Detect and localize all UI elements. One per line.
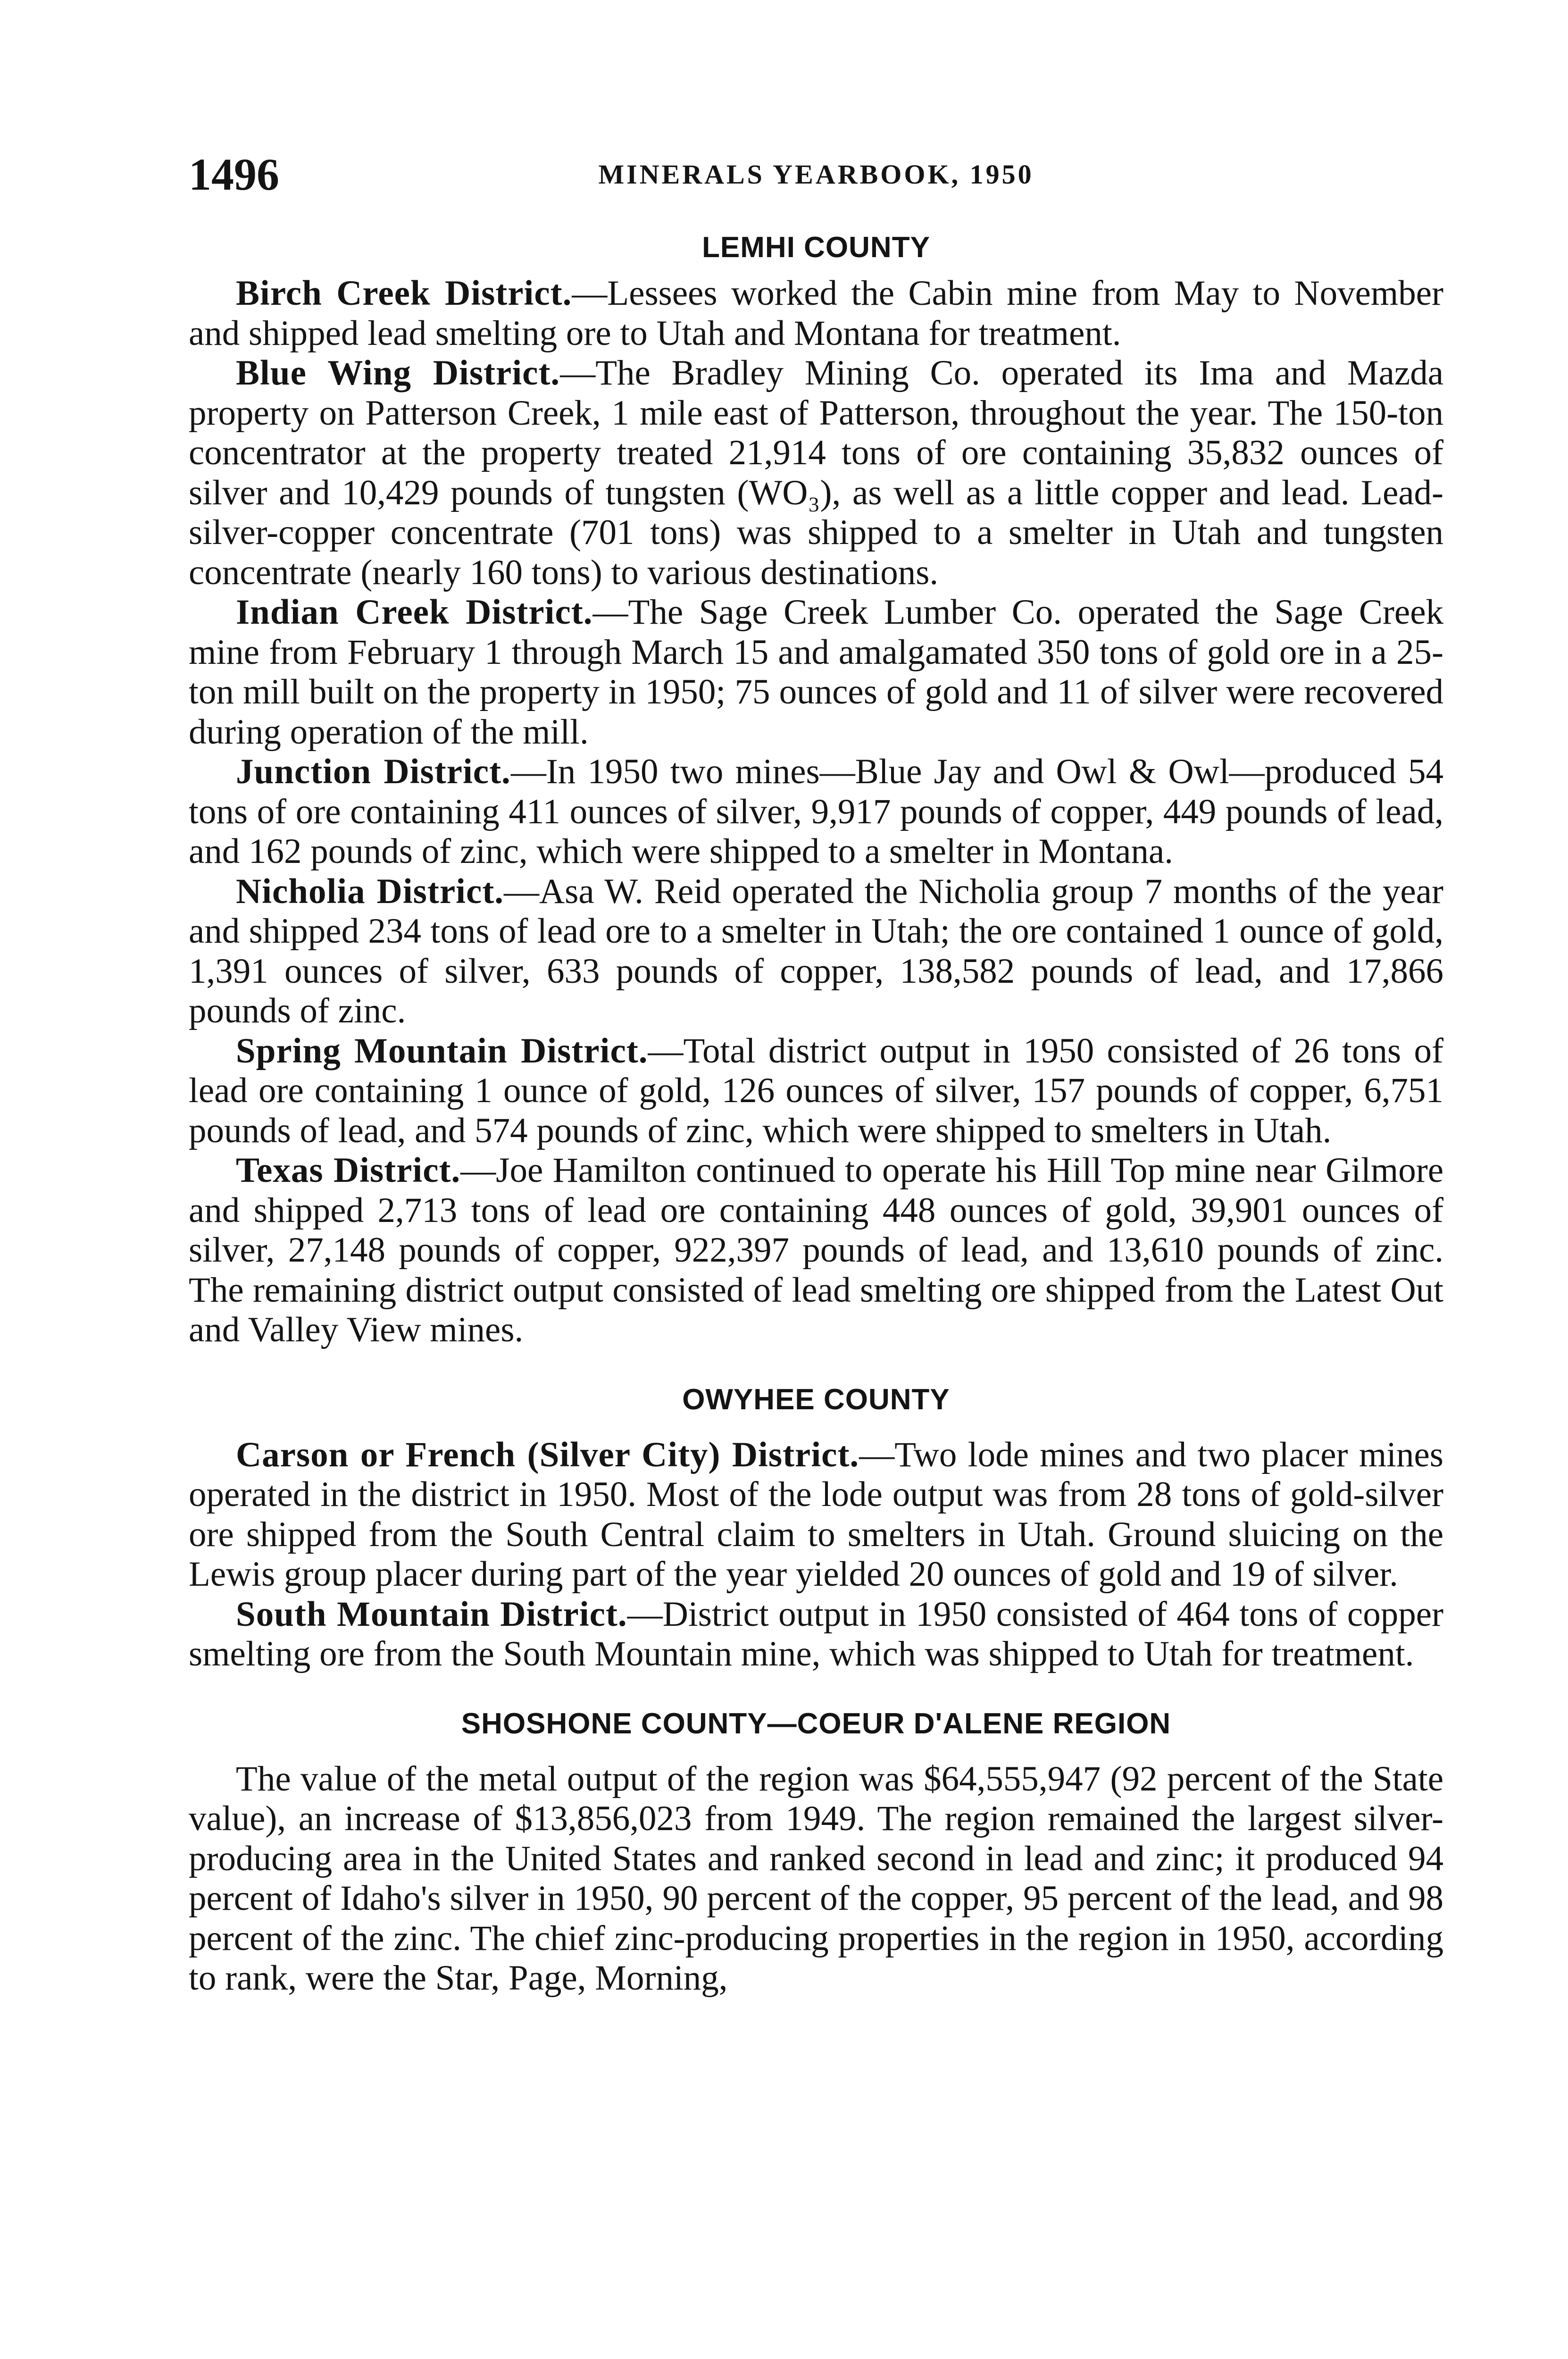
district-name: Indian Creek District. bbox=[236, 593, 593, 632]
paragraph-spring-mountain bbox=[189, 1031, 1443, 1151]
district-name: Birch Creek District. bbox=[236, 274, 572, 313]
paragraph-text: —Lessees worked the Cabin mine from May to November and shipped lead smelting ore to Utah and Montana for treatment. bbox=[189, 274, 1443, 353]
paragraph-text: —Two lode mines and two placer mines operated in the district in 1950. Most of the lode output was from 28 tons of gold-silver ore shipped from the South Central claim to smelters in Utah. Ground sluicing on the Lewis group placer during part of the year yielded 20 ounces of gold and 19 of silver. bbox=[189, 1435, 1443, 1594]
paragraph-text: —In 1950 two mines—Blue Jay and Owl & Owl—produced 54 tons of ore containing 411 ounces of silver, 9,917 pounds of copper, 449 pounds of lead, and 162 pounds of zinc, which were shipped to a smelter in Montana. bbox=[189, 752, 1443, 871]
page-number: 1496 bbox=[189, 149, 279, 200]
district-name: Junction District. bbox=[236, 752, 511, 791]
paragraph-text: —Asa W. Reid operated the Nicholia group 7 months of the year and shipped 234 tons of lead ore to a smelter in Utah; the ore contained 1 ounce of gold, 1,391 ounces of silver, 633 pounds of copper, 138,582 pounds of lead, and 17,866 pounds of zinc. bbox=[189, 871, 1443, 1030]
section-heading: SHOSHONE COUNTY—COEUR D'ALENE REGION bbox=[461, 1707, 1171, 1740]
paragraph-text: —The Sage Creek Lumber Co. operated the Sage Creek mine from February 1 through March 15 and amalgamated 350 tons of gold ore in a 25-ton mill built on the property in 1950; 75 ounces of gold and 11 of silver were recovered during operation of the mill. bbox=[189, 593, 1443, 752]
paragraph-texas bbox=[189, 1151, 1443, 1350]
paragraph-text: The value of the metal output of the region was $64,555,947 (92 percent of the State value), an increase of $13,856,023 from 1949. The region remained the largest silver-producing area in the United States and ranked second in lead and zinc; it produced 94 percent of Idaho's silver in 1950, 90 percent of the copper, 95 percent of the lead, and 98 percent of the zinc. The chief zinc-producing properties in the region in 1950, according to rank, were the Star, Page, Morning, bbox=[189, 1759, 1443, 1998]
paragraph-junction bbox=[189, 752, 1443, 872]
district-name: Texas District. bbox=[236, 1151, 461, 1190]
paragraph-south-mountain bbox=[189, 1595, 1443, 1674]
district-name: Blue Wing District. bbox=[236, 353, 560, 393]
paragraph-text: —Joe Hamilton continued to operate his Hill Top mine near Gilmore and shipped 2,713 tons of lead ore containing 448 ounces of gold, 39,901 ounces of silver, 27,148 pounds of copper, 922,397 pounds of lead, and 13,610 pounds of zinc. The remaining district output consisted of lead smelting ore shipped from the Latest Out and Valley View mines. bbox=[189, 1151, 1444, 1349]
section-shoshone-county bbox=[189, 1698, 1443, 1999]
district-name: Carson or French (Silver City) District. bbox=[236, 1435, 859, 1474]
page-header bbox=[189, 142, 1443, 208]
district-name: Spring Mountain District. bbox=[236, 1031, 648, 1071]
section-lemhi-county bbox=[189, 222, 1443, 1350]
paragraph-nicholia bbox=[189, 872, 1443, 1031]
district-name: South Mountain District. bbox=[236, 1594, 627, 1634]
section-owyhee-county bbox=[189, 1374, 1443, 1674]
paragraph-text: —District output in 1950 consisted of 464 tons of copper smelting ore from the South Mountain mine, which was shipped to Utah for treatment. bbox=[189, 1594, 1443, 1673]
section-heading: OWYHEE COUNTY bbox=[682, 1383, 950, 1416]
paragraph-birch-creek bbox=[189, 274, 1443, 353]
district-name: Nicholia District. bbox=[236, 871, 504, 911]
paragraph-coeur-dalene-region bbox=[189, 1759, 1443, 1999]
paragraph-carson-or-french bbox=[189, 1435, 1443, 1595]
running-head: MINERALS YEARBOOK, 1950 bbox=[598, 159, 1034, 190]
paragraph-text: —Total district output in 1950 consisted of 26 tons of lead ore containing 1 ounce of gold, 126 ounces of silver, 157 pounds of copper, 6,751 pounds of lead, and 574 pounds of zinc, which were shipped to smelters in Utah. bbox=[189, 1031, 1443, 1150]
paragraph-indian-creek bbox=[189, 593, 1443, 752]
paragraph-blue-wing bbox=[189, 353, 1443, 593]
page-body bbox=[189, 222, 1443, 1999]
paragraph-text: —The Bradley Mining Co. operated its Ima and Mazda property on Patterson Creek, 1 mile east of Patterson, throughout the year. The 150-ton concentrator at the property treated 21,914 tons of ore containing 35,832 ounces of silver and 10,429 pounds of tungsten (WO₃), as well as a little copper and lead. Lead-silver-copper concentrate (701 tons) was shipped to a smelter in Utah and tungsten concentrate (nearly 160 tons) to various destinations. bbox=[189, 353, 1443, 592]
section-heading: LEMHI COUNTY bbox=[702, 231, 930, 264]
